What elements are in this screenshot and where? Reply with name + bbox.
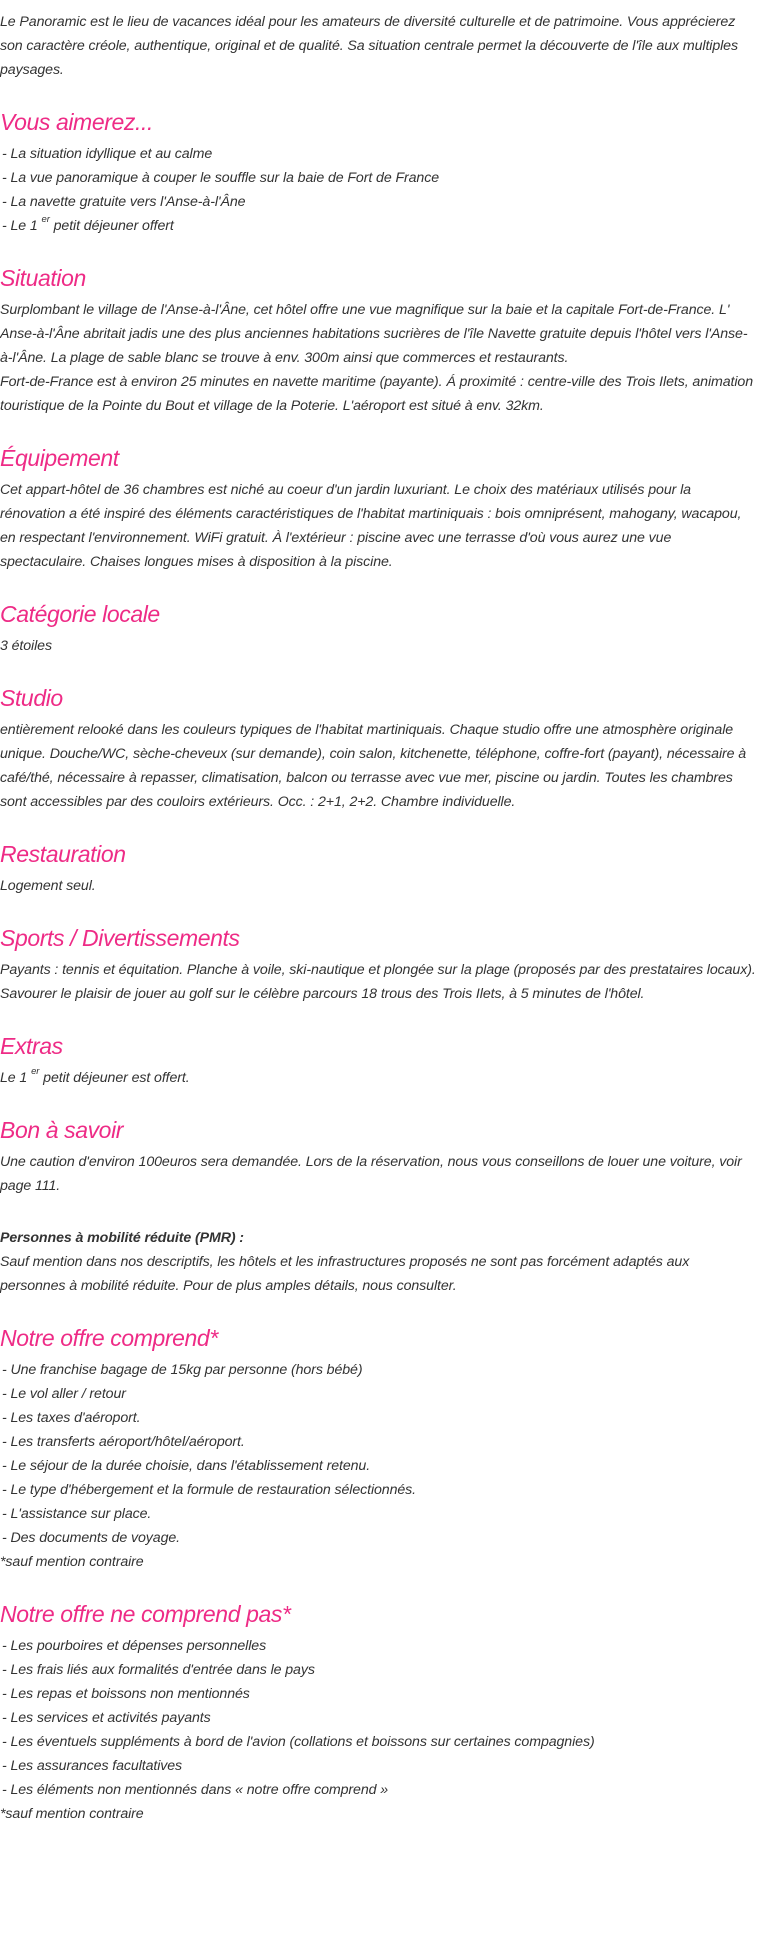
section-title: Sports / Divertissements [0, 925, 240, 951]
section-title: Extras [0, 1033, 63, 1059]
section-title: Vous aimerez... [0, 109, 153, 135]
section-vous-aimerez [0, 108, 758, 238]
categorie-text: 3 étoiles [0, 638, 52, 654]
studio-text: entièrement relooké dans les couleurs typiques de l'habitat martiniquais. Chaque studio offre une atmosphère originale unique. Douche/WC, sèche-cheveux (sur demande), coin salon, kitchenette, téléphone, coffre-fort (payant), nécessaire à café/thé, nécessaire à repasser, climatisation, balcon ou terrasse avec vue mer, piscine ou jardin. Toutes les chambres sont accessibles par des couloirs extérieurs. Occ. : 2+1, 2+2. Chambre individuelle. [0, 722, 747, 810]
section-title: Notre offre ne comprend pas* [0, 1601, 291, 1627]
highlights-list [0, 142, 758, 238]
list-item: - La vue panoramique à couper le souffle sur la baie de Fort de France [2, 170, 440, 186]
section-title: Restauration [0, 841, 126, 867]
list-item: - L'assistance sur place. [2, 1506, 152, 1522]
ordinal-superscript: er [31, 1066, 40, 1078]
list-item: - Les taxes d'aéroport. [2, 1410, 141, 1426]
section-bon-a-savoir [0, 1116, 758, 1298]
list-item: - Les éléments non mentionnés dans « notre offre comprend » [2, 1782, 389, 1798]
section-title: Situation [0, 265, 86, 291]
section-equipement [0, 444, 758, 574]
section-offre-comprend [0, 1324, 758, 1574]
list-item: - La situation idyllique et au calme [2, 146, 213, 162]
section-title: Notre offre comprend* [0, 1325, 218, 1351]
included-list [0, 1358, 758, 1574]
ordinal-superscript: er [41, 214, 50, 226]
restauration-text: Logement seul. [0, 878, 96, 894]
list-item: - Une franchise bagage de 15kg par personne (hors bébé) [2, 1362, 363, 1378]
extras-suffix: petit déjeuner est offert. [39, 1070, 190, 1086]
intro-text: Le Panoramic est le lieu de vacances idéal pour les amateurs de diversité culturelle et de patrimoine. Vous apprécierez son caractère créole, authentique, original et de qualité. Sa situation centrale permet la découverte de l'île aux multiples paysages. [0, 14, 738, 78]
section-title: Bon à savoir [0, 1117, 124, 1143]
list-item: - Les assurances facultatives [2, 1758, 183, 1774]
footnote: *sauf mention contraire [0, 1806, 144, 1822]
pmr-text: Sauf mention dans nos descriptifs, les hôtels et les infrastructures proposés ne sont pas forcément adaptés aux personnes à mobilité réduite. Pour de plus amples détails, nous consulter. [0, 1254, 690, 1294]
list-item: - La navette gratuite vers l'Anse-à-l'Âne [2, 194, 246, 210]
list-item: - Les pourboires et dépenses personnelles [2, 1638, 267, 1654]
section-categorie [0, 600, 758, 658]
situation-text-2: Fort-de-France est à environ 25 minutes en navette maritime (payante). Á proximité : centre-ville des Trois Ilets, animation touristique de la Pointe du Bout et village de la Poterie. L'aéroport est situé à env. 32km. [0, 374, 753, 414]
sports-text: Payants : tennis et équitation. Planche à voile, ski-nautique et plongée sur la plage (proposés par des prestataires locaux). Savourer le plaisir de jouer au golf sur le célèbre parcours 18 trous des Trois Ilets, à 5 minutes de l'hôtel. [0, 962, 756, 1002]
excluded-list [0, 1634, 758, 1826]
list-item [0, 214, 758, 238]
section-studio [0, 684, 758, 814]
list-item: - Les éventuels suppléments à bord de l'avion (collations et boissons sur certaines compagnies) [2, 1734, 595, 1750]
footnote: *sauf mention contraire [0, 1554, 144, 1570]
list-item: - Le type d'hébergement et la formule de restauration sélectionnés. [2, 1482, 417, 1498]
section-situation [0, 264, 758, 418]
equipement-text: Cet appart-hôtel de 36 chambres est niché au coeur d'un jardin luxuriant. Le choix des matériaux utilisés pour la rénovation a été inspiré des éléments caractéristiques de l'habitat martiniquais : bois omniprésent, mahogany, wacapou, en respectant l'environnement. WiFi gratuit. À l'extérieur : piscine avec une terrasse d'où vous aurez une vue spectaculaire. Chaises longues mises à disposition à la piscine. [0, 482, 742, 570]
section-restauration [0, 840, 758, 898]
extras-text [0, 1066, 758, 1090]
section-title: Équipement [0, 445, 119, 471]
list-item-prefix: - Le 1 [2, 218, 38, 234]
section-extras [0, 1032, 758, 1090]
extras-prefix: Le 1 [0, 1070, 28, 1086]
section-sports [0, 924, 758, 1006]
bon-a-savoir-text: Une caution d'environ 100euros sera demandée. Lors de la réservation, nous vous conseillons de louer une voiture, voir page 111. [0, 1154, 742, 1194]
list-item: - Le vol aller / retour [2, 1386, 126, 1402]
section-title: Studio [0, 685, 63, 711]
list-item-suffix: petit déjeuner offert [49, 218, 174, 234]
list-item: - Le séjour de la durée choisie, dans l'établissement retenu. [2, 1458, 371, 1474]
section-offre-ne-comprend-pas [0, 1600, 758, 1826]
list-item: - Les repas et boissons non mentionnés [2, 1686, 250, 1702]
situation-text: Surplombant le village de l'Anse-à-l'Âne, cet hôtel offre une vue magnifique sur la baie et la capitale Fort-de-France. L' Anse-à-l'Âne abritait jadis une des plus anciennes habitations sucrières de l'île Navette gratuite depuis l'hôtel vers l'Anse-à-l'Âne. La plage de sable blanc se trouve à env. 300m ainsi que commerces et restaurants. [0, 302, 748, 366]
list-item: - Des documents de voyage. [2, 1530, 180, 1546]
list-item: - Les transferts aéroport/hôtel/aéroport. [2, 1434, 245, 1450]
list-item: - Les services et activités payants [2, 1710, 211, 1726]
list-item: - Les frais liés aux formalités d'entrée dans le pays [2, 1662, 315, 1678]
section-title: Catégorie locale [0, 601, 160, 627]
pmr-label: Personnes à mobilité réduite (PMR) : [0, 1230, 244, 1246]
